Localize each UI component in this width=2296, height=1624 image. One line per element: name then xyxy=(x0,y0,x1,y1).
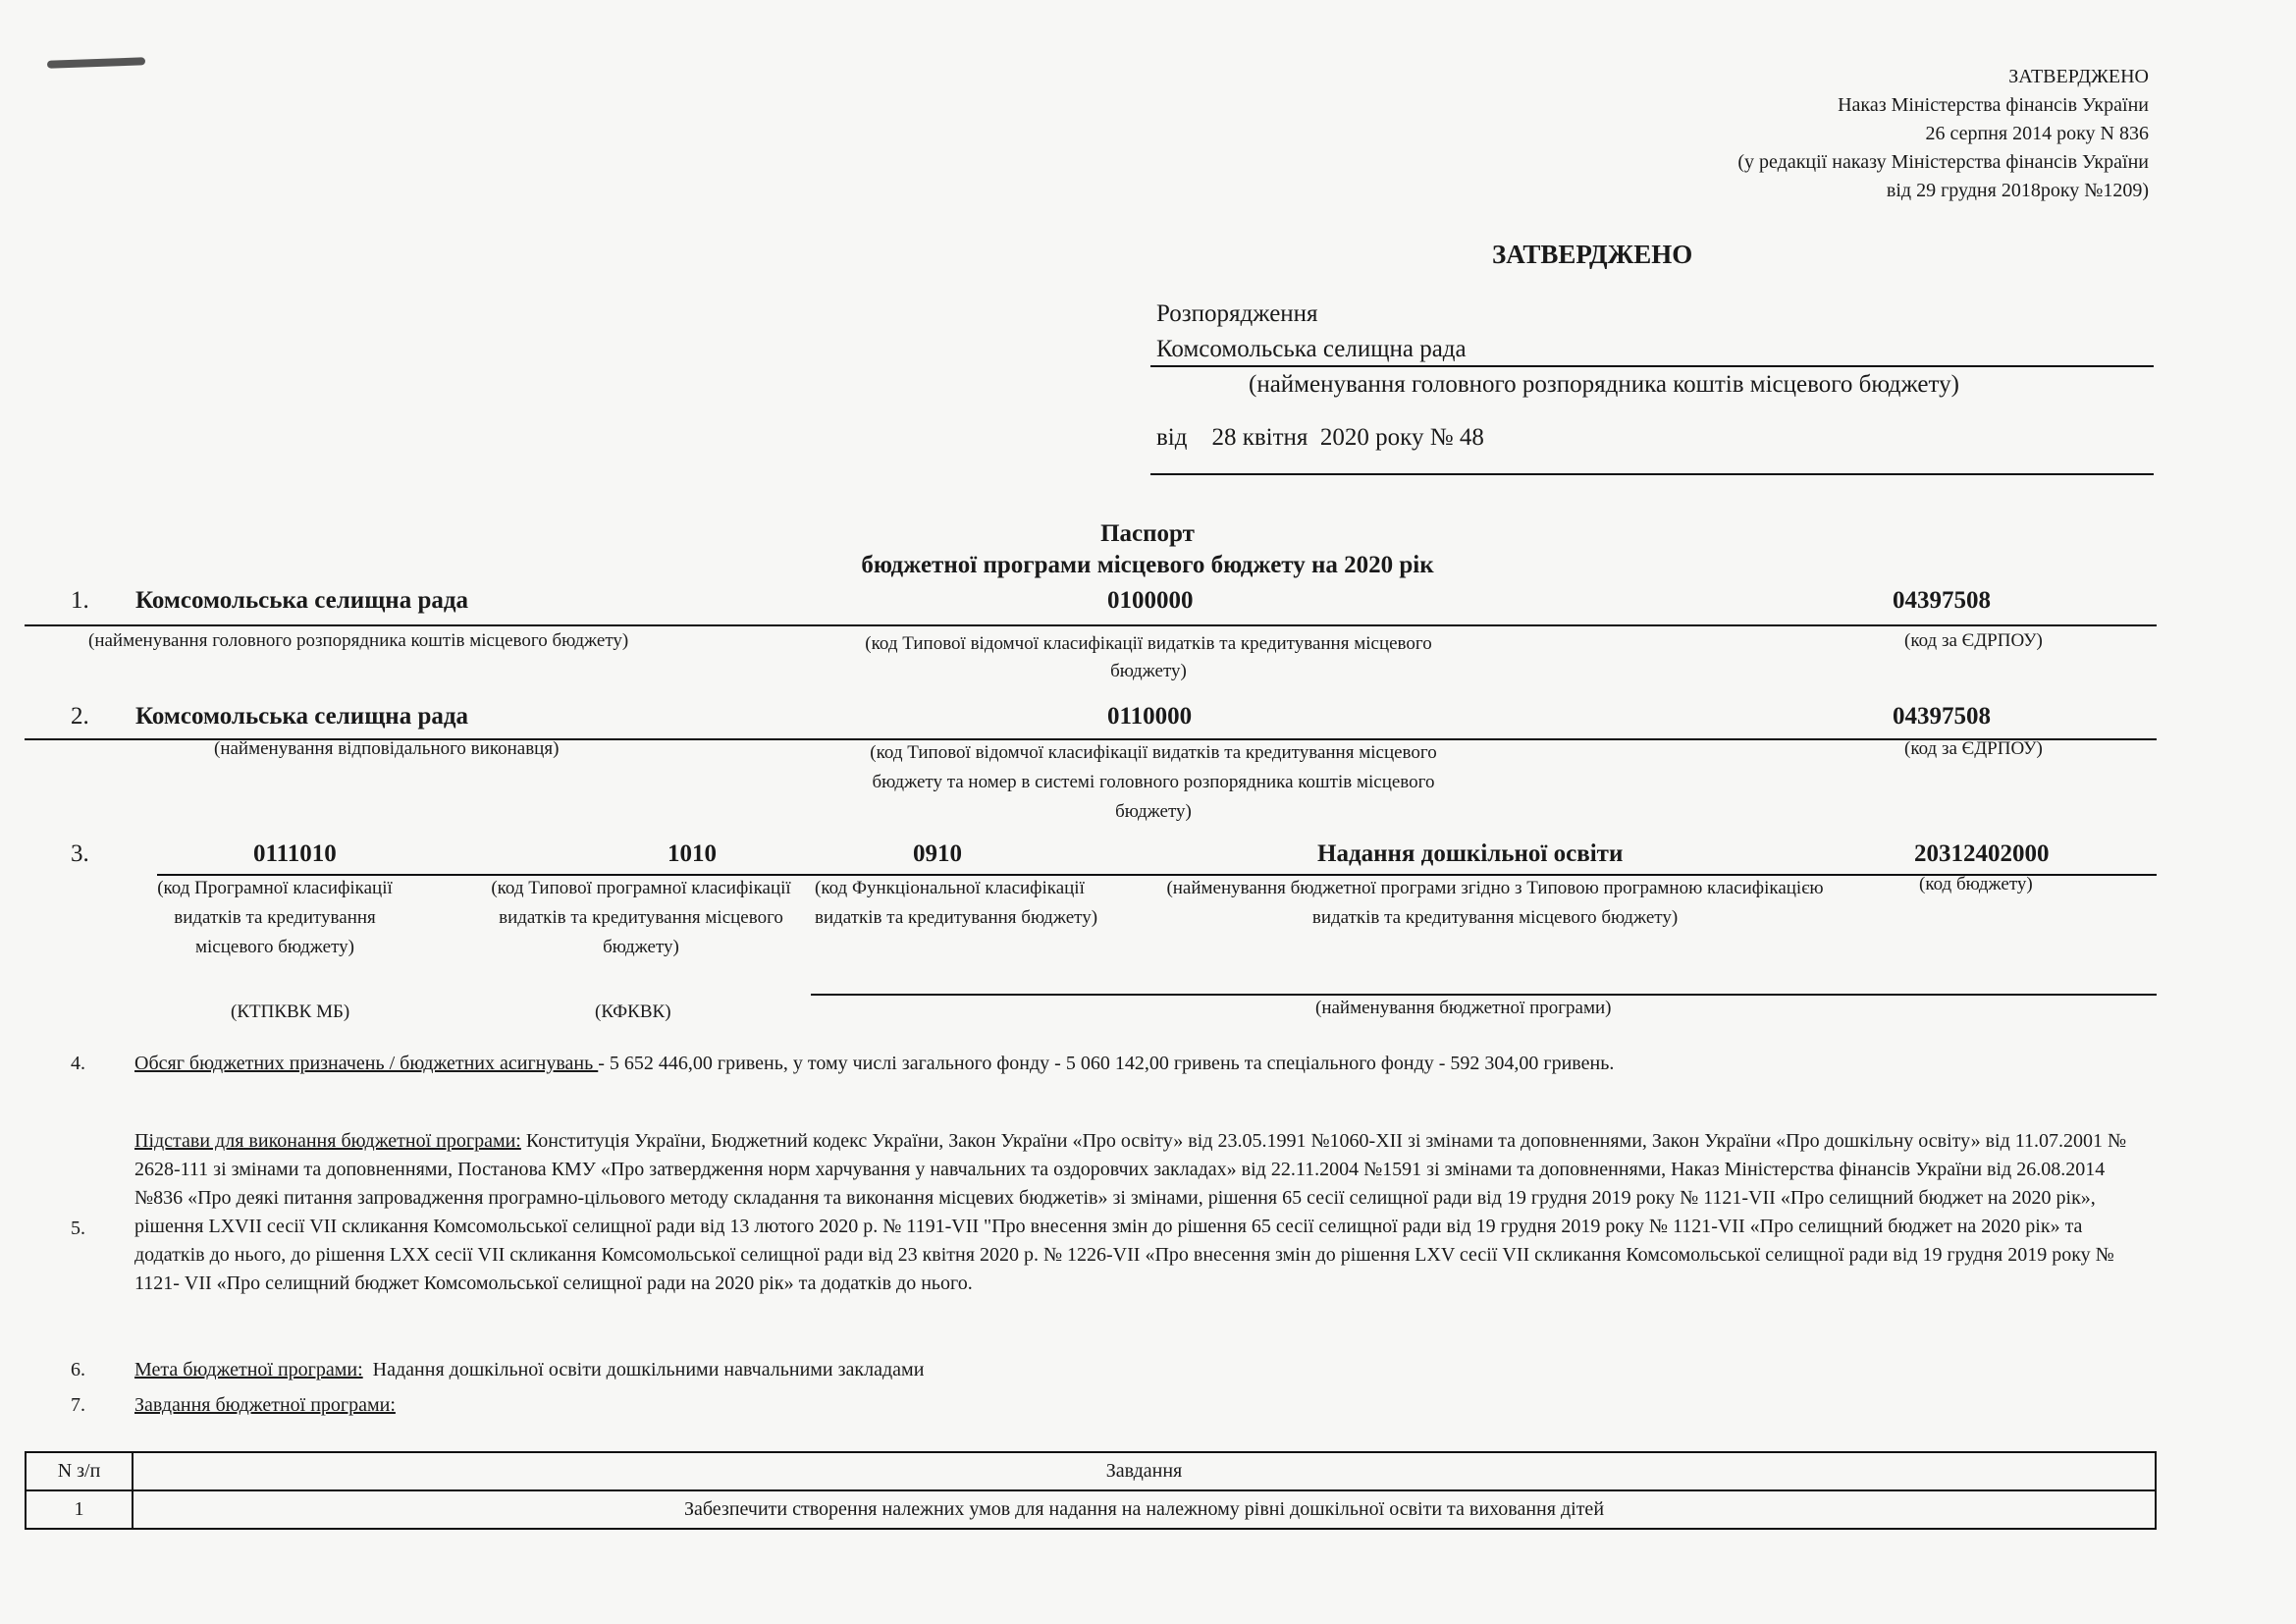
approval-line-1: ЗАТВЕРДЖЕНО xyxy=(2008,66,2149,87)
item2-org-name: Комсомольська селищна рада xyxy=(135,703,469,730)
item3-program-name: Надання дошкільної освіти xyxy=(1317,840,1624,867)
approved-org: Комсомольська селищна рада xyxy=(1156,336,1467,362)
approved-title: ЗАТВЕРДЖЕНО xyxy=(1492,240,1693,269)
item3-program-name-line xyxy=(811,994,2157,996)
item3-budget-caption: (код бюджету) xyxy=(1919,874,2033,894)
approval-block xyxy=(1737,63,2149,205)
item1-code: 0100000 xyxy=(1107,587,1194,614)
passport-subtitle: бюджетної програми місцевого бюджету на 2020 рік xyxy=(861,552,1434,578)
item4-label: Обсяг бюджетних призначень / бюджетних асигнувань xyxy=(134,1053,599,1074)
tasks-header-number: N з/п xyxy=(26,1452,133,1490)
item3-ktpkvk: 0111010 xyxy=(253,840,337,867)
item6-label: Мета бюджетної програми: xyxy=(134,1359,363,1380)
table-row xyxy=(26,1490,2156,1529)
item3-tpkvk-caption: (код Типової програмної класифікації видатків та кредитування місцевого бюджету) xyxy=(491,878,791,957)
approved-date-line: від 28 квітня 2020 року № 48 xyxy=(1156,424,1484,451)
item3-kfkvk-abbr: (КФКВК) xyxy=(595,1001,671,1022)
item3-program-caption: (найменування бюджетної програми згідно з Типовою програмною класифікацією видатків та кредитування місцевого бюджету) xyxy=(1166,878,1824,928)
item6-paragraph xyxy=(134,1359,924,1381)
item3-fkvk: 0910 xyxy=(913,840,962,867)
item3-budget-code: 20312402000 xyxy=(1914,840,2050,867)
item2-name-caption: (найменування відповідального виконавця) xyxy=(214,738,560,759)
item4-text: - 5 652 446,00 гривень, у тому числі загального фонду - 5 060 142,00 гривень та спеціального фонду - 592 304,00 гривень. xyxy=(598,1053,1615,1074)
item5-label: Підстави для виконання бюджетної програми: xyxy=(134,1130,521,1152)
staple-mark xyxy=(47,57,145,68)
tasks-header-task: Завдання xyxy=(133,1452,2156,1490)
item1-code-caption: (код Типової відомчої класифікації видатків та кредитування місцевого бюджету) xyxy=(865,633,1432,681)
item2-code-caption: (код Типової відомчої класифікації видатків та кредитування місцевого бюджету та номер в системі головного розпорядника коштів місцевого бюджету) xyxy=(870,742,1437,822)
item3-ktpkvk-abbr: (КТПКВК МБ) xyxy=(231,1001,350,1022)
item4-number: 4. xyxy=(71,1053,85,1074)
tasks-table xyxy=(25,1451,2157,1530)
item6-text: Надання дошкільної освіти дошкільними навчальними закладами xyxy=(362,1359,925,1380)
item3-line xyxy=(157,874,2157,876)
passport-title: Паспорт xyxy=(1100,520,1195,547)
item4-paragraph xyxy=(134,1053,2157,1075)
item1-edrpou-caption: (код за ЄДРПОУ) xyxy=(1904,630,2043,651)
item1-name-caption: (найменування головного розпорядника коштів місцевого бюджету) xyxy=(88,630,629,651)
item1-number: 1. xyxy=(71,587,89,614)
item2-edrpou-caption: (код за ЄДРПОУ) xyxy=(1904,738,2043,759)
item3-program-name-caption: (найменування бюджетної програми) xyxy=(1315,998,1612,1018)
item3-tpkvk: 1010 xyxy=(667,840,717,867)
item5-text: Конституція України, Бюджетний кодекс України, Закон України «Про освіту» від 23.05.1991 №1060-XII зі змінами та доповненнями, Закон України «Про дошкільну освіту» від 11.07.2001 № 2628-111 зі змінами та доповненнями, Постанова КМУ «Про затвердження норм харчування у навчальних та оздоровчих закладах» від 22.11.2004 №1591 зі змінами та доповненнями, Наказ Міністерства фінансів України від 26.08.2014 №836 «Про деякі питання запровадження програмно-цільового методу складання та виконання місцевих бюджетів» зі змінами, рішення 65 сесії селищної ради від 19 грудня 2019 року № 1121-VII «Про селищний бюджет на 2020 рік», рішення LXVII сесії VII скликання Комсомольської селищної ради від 13 лютого 2020 р. № 1191-VII "Про внесення змін до рішення 65 сесії селищної ради від 19 грудня 2019 року № 1121-VII «Про селищний бюджет на 2020 рік» та додатків до нього, до рішення LXX сесії VII скликання Комсомольської селищної ради від 23 квітня 2020 р. № 1226-VII «Про внесення змін до рішення LXV сесії VII скликання Комсомольської селищної ради від 19 грудня 2019 року № 1121- VII «Про селищний бюджет Комсомольської селищної ради на 2020 рік» та додатків до нього. xyxy=(134,1130,2127,1294)
approved-org-caption: (найменування головного розпорядника коштів місцевого бюджету) xyxy=(1249,371,1959,398)
approval-line-3: 26 серпня 2014 року N 836 xyxy=(1925,123,2149,144)
item3-ktpkvk-caption: (код Програмної класифікації видатків та кредитування місцевого бюджету) xyxy=(157,878,393,957)
approved-org-line xyxy=(1150,365,2154,367)
tasks-row-number: 1 xyxy=(26,1490,133,1529)
item1-line xyxy=(25,624,2157,626)
item1-edrpou: 04397508 xyxy=(1893,587,1991,614)
approved-doc-type: Розпорядження xyxy=(1156,300,1318,327)
item3-number: 3. xyxy=(71,840,89,867)
approval-line-5: від 29 грудня 2018року №1209) xyxy=(1886,180,2149,201)
approval-line-4: (у редакції наказу Міністерства фінансів України xyxy=(1737,151,2149,173)
tasks-table-header-row xyxy=(26,1452,2156,1490)
item2-code: 0110000 xyxy=(1107,703,1193,730)
item5-paragraph xyxy=(134,1127,2147,1298)
item2-number: 2. xyxy=(71,703,89,730)
item2-edrpou: 04397508 xyxy=(1893,703,1991,730)
item6-number: 6. xyxy=(71,1359,85,1380)
item5-number: 5. xyxy=(71,1218,85,1239)
item7-number: 7. xyxy=(71,1394,85,1416)
approved-date-underline xyxy=(1150,473,2154,475)
item7-label: Завдання бюджетної програми: xyxy=(134,1394,396,1416)
approval-line-2: Наказ Міністерства фінансів України xyxy=(1838,94,2149,116)
tasks-row-task: Забезпечити створення належних умов для надання на належному рівні дошкільної освіти та виховання дітей xyxy=(133,1490,2156,1529)
item1-org-name: Комсомольська селищна рада xyxy=(135,587,469,614)
item3-fkvk-caption: (код Функціональної класифікації видатків та кредитування бюджету) xyxy=(815,878,1098,928)
